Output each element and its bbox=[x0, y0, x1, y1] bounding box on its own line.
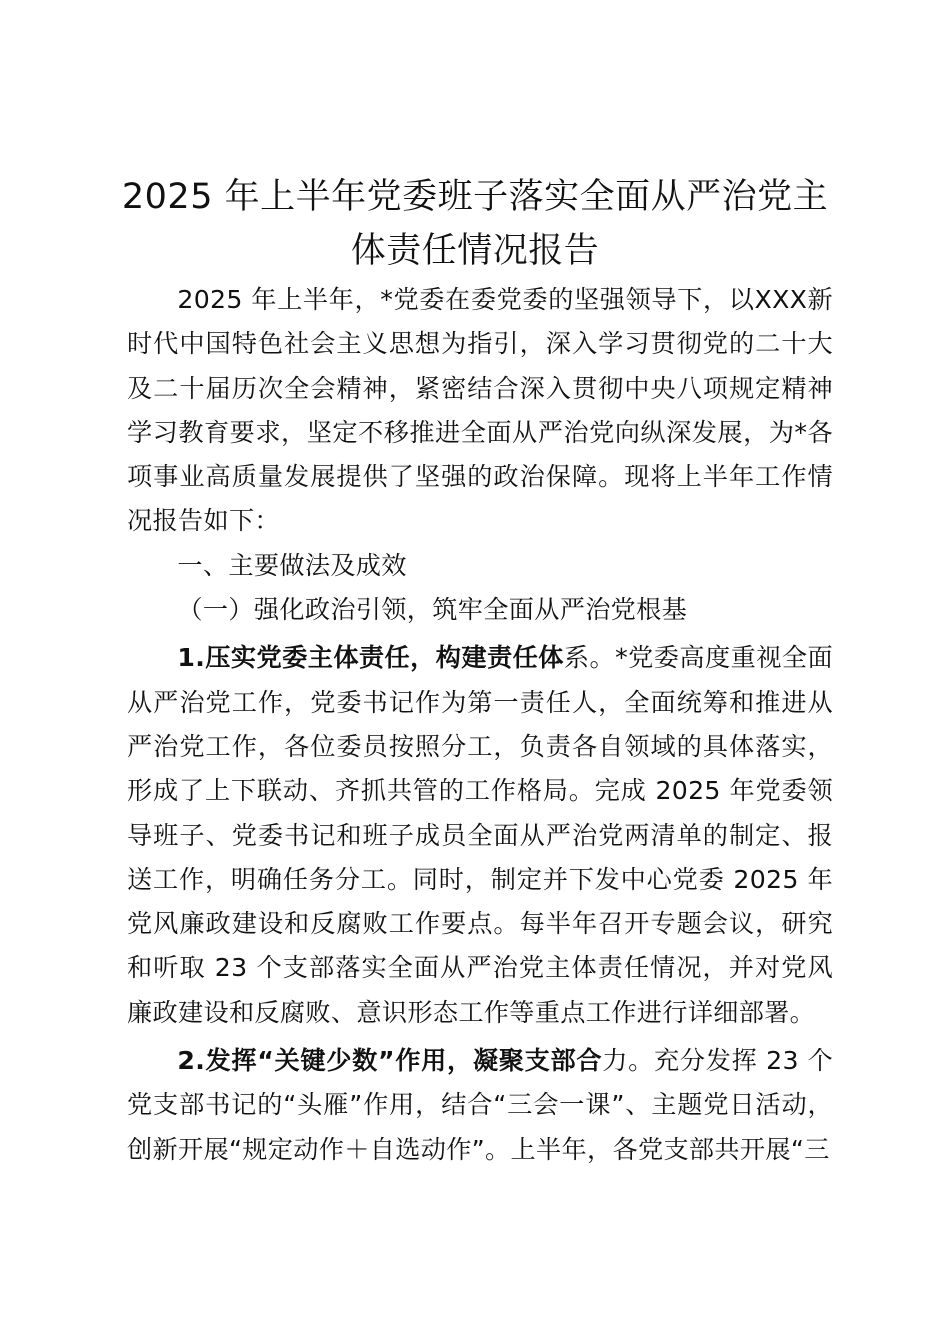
section-heading: 一、主要做法及成效 bbox=[177, 550, 407, 580]
document-body bbox=[127, 278, 833, 1172]
intro-paragraph: 2025 年上半年，*党委在委党委的坚强领导下，以XXX新时代中国特色社会主义思想为指引，深入学习贯彻党的二十大及二十届历次全会精神，紧密结合深入贯彻中央八项规定精神学习教育要求，坚定不移推进全面从严治党向纵深发展，为*各项事业高质量发展提供了坚强的政治保障。现将上半年工作情况报告如下： bbox=[127, 285, 833, 536]
item-2-text: 力。充分发挥 23 个党支部书记的“头雁”作用，结合“三会一课”、主题党日活动，创新开展“规定动作＋自选动作”。上半年，各党支部共开展“三 bbox=[127, 1046, 833, 1164]
document-title: 2025 年上半年党委班子落实全面从严治党主体责任情况报告 bbox=[121, 177, 829, 271]
item-2-paragraph bbox=[127, 1039, 833, 1172]
item-1-paragraph bbox=[127, 636, 833, 1035]
item-1-text: 系。*党委高度重视全面从严治党工作，党委书记作为第一责任人，全面统筹和推进从严治党工作，各位委员按照分工，负责各自领域的具体落实，形成了上下联动、齐抓共管的工作格局。完成 2025 年党委领导班子、党委书记和班子成员全面从严治党两清单的制定、报送工作，明确任务分工。同时，制定并下发中心党委 2025 年党风廉政建设和反腐败工作要点。每半年召开专题会议，研究和听取 23 个支部落实全面从严治党主体责任情况，并对党风廉政建设和反腐败、意识形态工作等重点工作进行详细部署。 bbox=[127, 643, 833, 1027]
item-2-lead: 2.发挥“关键少数”作用，凝聚支部合 bbox=[177, 1046, 603, 1076]
item-1-lead: 1.压实党委主体责任，构建责任体 bbox=[177, 643, 564, 673]
subsection-heading: （一）强化政治引领，筑牢全面从严治党根基 bbox=[177, 595, 688, 625]
